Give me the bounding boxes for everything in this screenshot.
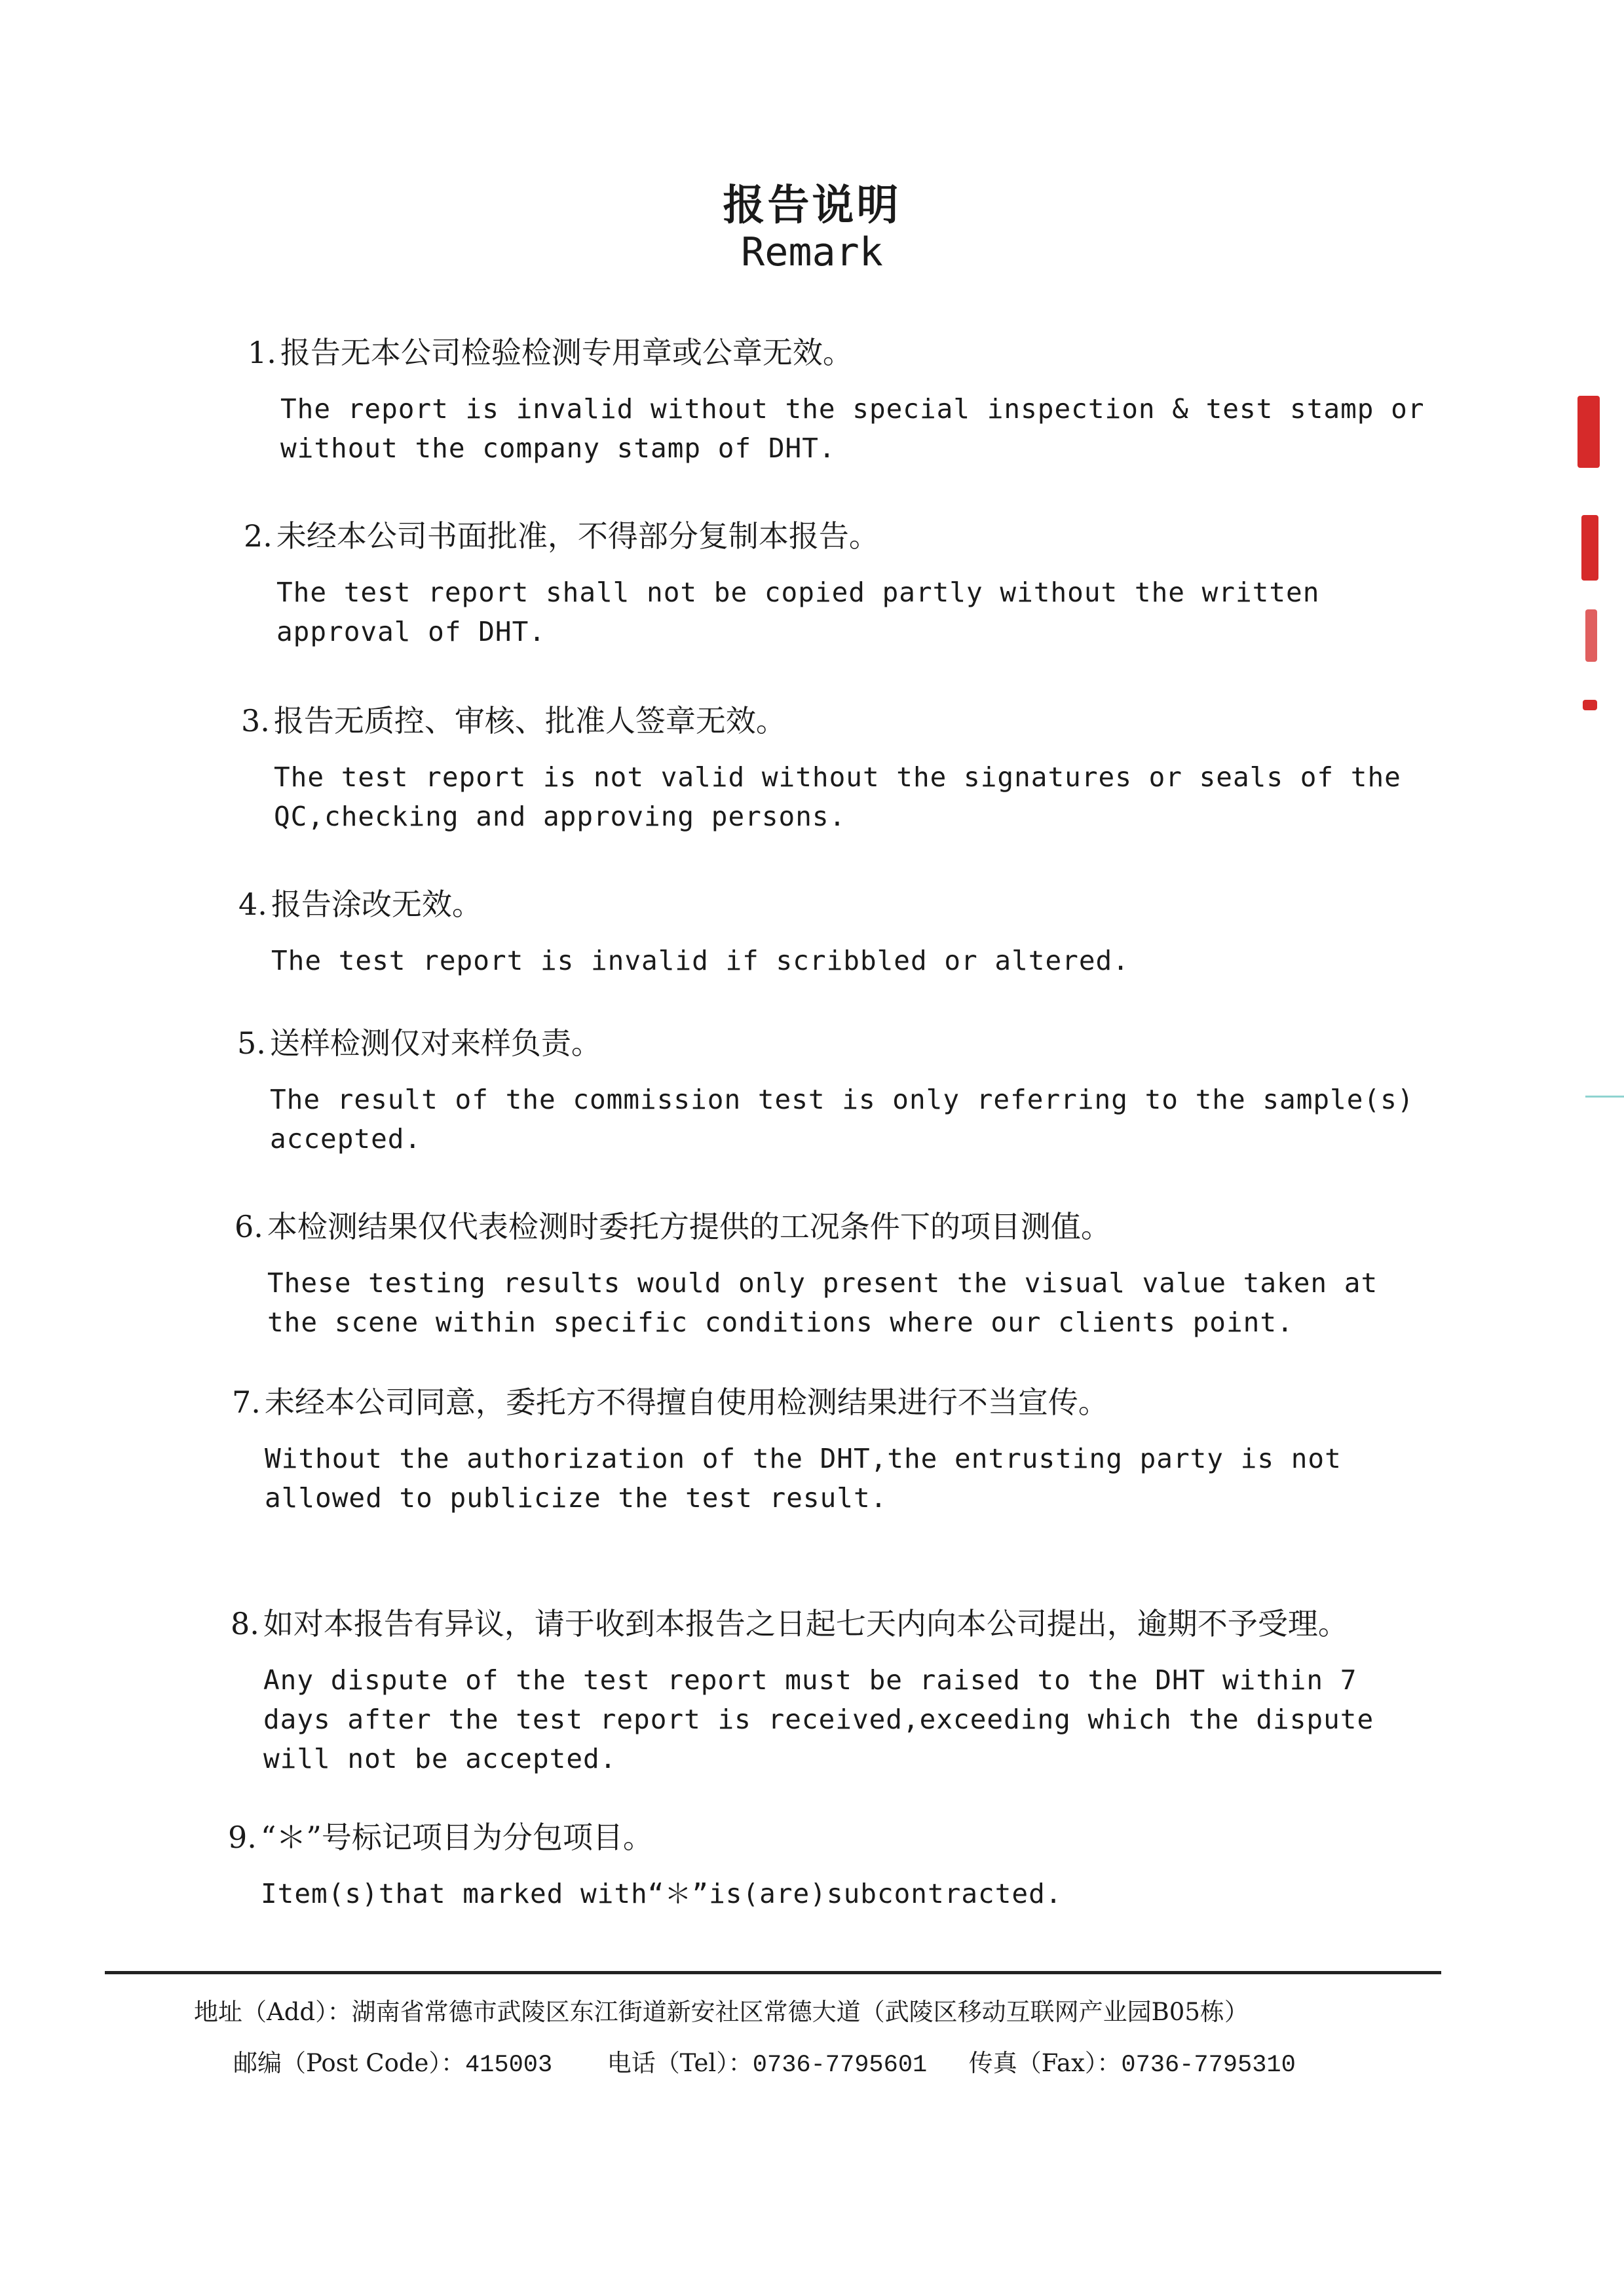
remark-item-number: 6. xyxy=(235,1209,263,1244)
remark-item-cn: 如对本报告有异议，请于收到本报告之日起七天内向本公司提出，逾期不予受理。 xyxy=(263,1606,1348,1641)
remark-item-heading xyxy=(248,333,1453,372)
remark-item-5 xyxy=(237,1024,1443,1158)
edge-mark xyxy=(1585,1096,1624,1098)
remark-item-2 xyxy=(244,516,1449,651)
seal-fragment xyxy=(1577,396,1600,468)
page-title-en: Remark xyxy=(741,229,883,275)
remark-item-cn: 报告无本公司检验检测专用章或公章无效。 xyxy=(280,335,853,370)
address-label: 地址（Add）： xyxy=(194,1998,352,2026)
remark-item-cn: 本检测结果仅代表检测时委托方提供的工况条件下的项目测值。 xyxy=(267,1209,1111,1244)
remark-item-7 xyxy=(232,1383,1437,1518)
remark-item-number: 3. xyxy=(241,703,270,738)
remark-item-cn: 报告涂改无效。 xyxy=(271,887,482,922)
address-value: 湖南省常德市武陵区东江街道新安社区常德大道（武陵区移动互联网产业园B05栋） xyxy=(351,1998,1249,2026)
seal-fragment xyxy=(1585,609,1597,662)
remark-item-heading xyxy=(228,1818,1433,1857)
remark-item-heading xyxy=(235,1207,1440,1246)
remark-item-1 xyxy=(248,333,1453,468)
remark-item-cn: “＊”号标记项目为分包项目。 xyxy=(260,1820,653,1855)
footer-address xyxy=(194,1992,1249,2027)
remark-item-number: 4. xyxy=(238,887,267,922)
tel-label: 电话（Tel）： xyxy=(607,2049,753,2077)
remark-item-6 xyxy=(235,1207,1440,1342)
tel-value: 0736-7795601 xyxy=(752,2052,928,2079)
remark-item-heading xyxy=(231,1604,1436,1643)
remark-item-heading xyxy=(232,1383,1437,1422)
remark-item-heading xyxy=(237,1024,1443,1063)
seal-fragment xyxy=(1583,700,1597,710)
postcode-value: 415003 xyxy=(464,2052,553,2079)
remark-item-8 xyxy=(231,1604,1436,1778)
remark-item-en: The test report shall not be copied partly without the written approval of DHT. xyxy=(276,577,1320,647)
remark-item-3 xyxy=(241,701,1446,836)
seal-fragment xyxy=(1581,515,1598,581)
remark-item-en: These testing results would only present the visual value taken at the scene within specific conditions where our clients point. xyxy=(267,1267,1378,1338)
remark-item-heading xyxy=(238,885,1444,924)
remark-item-cn: 送样检测仅对来样负责。 xyxy=(269,1025,601,1061)
remark-item-number: 7. xyxy=(232,1385,261,1420)
remark-item-cn: 未经本公司书面批准，不得部分复制本报告。 xyxy=(276,518,879,554)
remark-item-number: 1. xyxy=(248,335,276,370)
remark-item-en: The result of the commission test is only referring to the sample(s) accepted. xyxy=(270,1084,1414,1155)
remark-item-number: 9. xyxy=(228,1820,257,1855)
remark-item-en: Without the authorization of the DHT,the entrusting party is not allowed to publicize the test result. xyxy=(265,1443,1342,1514)
footer-contact xyxy=(233,2043,1296,2079)
remark-item-heading xyxy=(241,701,1446,740)
remark-item-number: 8. xyxy=(231,1606,259,1641)
fax-label: 传真（Fax）： xyxy=(968,2049,1122,2077)
remark-item-4 xyxy=(238,885,1444,980)
remark-item-cn: 未经本公司同意，委托方不得擅自使用检测结果进行不当宣传。 xyxy=(264,1385,1108,1420)
remark-item-en: The test report is not valid without the signatures or seals of the QC,checking and approving persons. xyxy=(274,761,1401,832)
postcode-label: 邮编（Post Code）： xyxy=(233,2049,465,2077)
footer-divider xyxy=(105,1971,1441,1974)
remark-item-heading xyxy=(244,516,1449,556)
remark-item-cn: 报告无质控、审核、批准人签章无效。 xyxy=(273,703,786,738)
remark-item-9 xyxy=(228,1818,1433,1913)
remark-item-en: The test report is invalid if scribbled or altered. xyxy=(271,945,1129,976)
remark-item-number: 2. xyxy=(244,518,273,554)
remark-item-number: 5. xyxy=(237,1025,266,1061)
remark-item-en: Any dispute of the test report must be raised to the DHT within 7 days after the test report is received,exceeding which the dispute will not be accepted. xyxy=(263,1664,1374,1774)
page-title-cn: 报告说明 xyxy=(723,181,901,230)
remark-item-en: Item(s)that marked with“＊”is(are)subcontracted. xyxy=(261,1878,1063,1909)
fax-value: 0736-7795310 xyxy=(1121,2052,1296,2079)
remark-item-en: The report is invalid without the special inspection & test stamp or without the company stamp of DHT. xyxy=(280,393,1425,464)
